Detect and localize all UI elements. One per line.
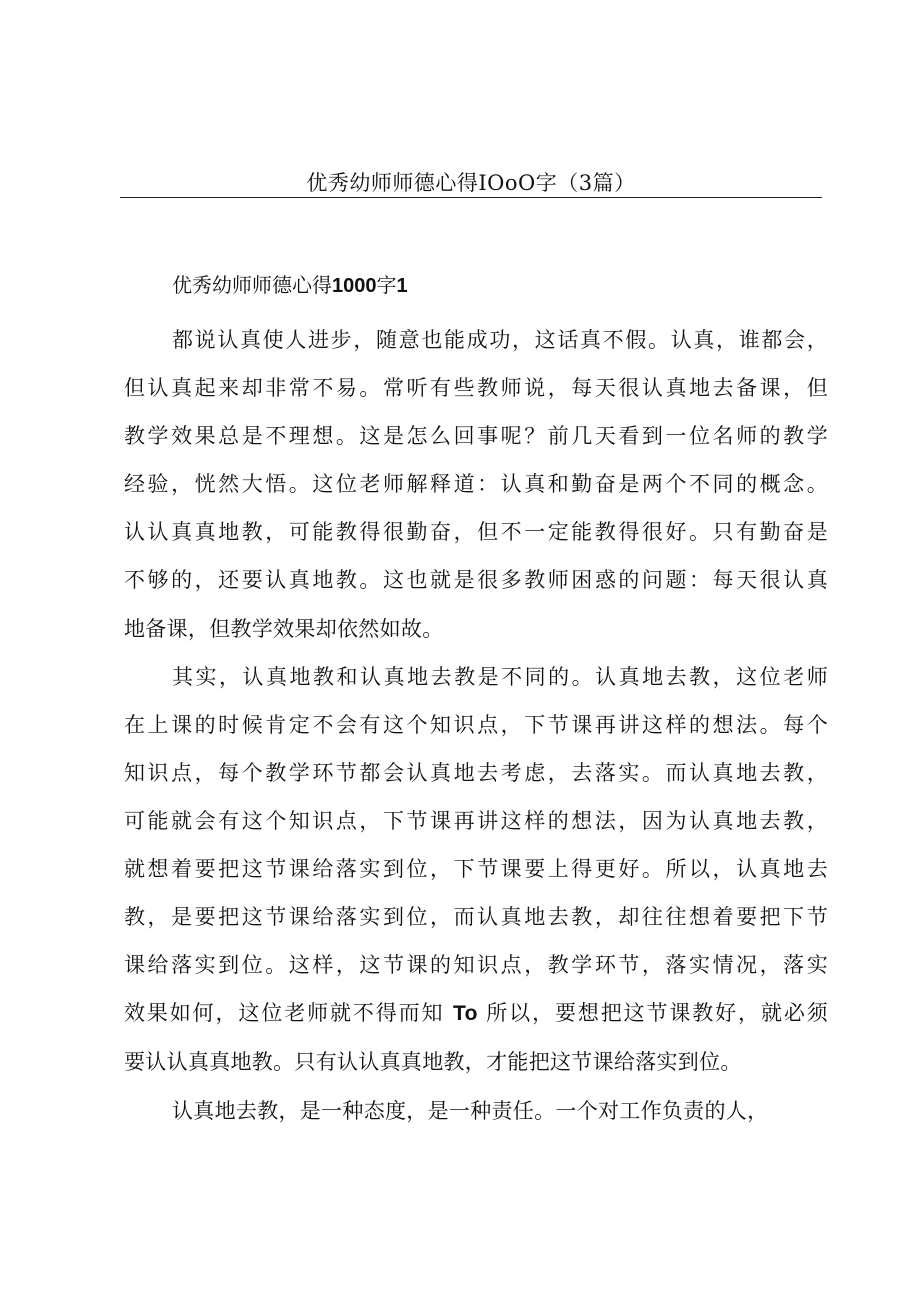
text-line: 经验，恍然大悟。这位老师解释道：认真和勤奋是两个不同的概念。 (124, 472, 828, 497)
text-line-with-latin (124, 989, 828, 1038)
text-line: 不够的，还要认真地教。这也就是很多教师困惑的问题：每天很认真 (124, 568, 828, 593)
section-heading-index: 1 (396, 275, 408, 297)
text-line: 认真地去教，是一种态度，是一种责任。一个对工作负责的人， (172, 1098, 769, 1123)
latin-token: To (453, 1002, 478, 1026)
text-line: 在上课的时候肯定不会有这个知识点，下节课再讲这样的想法。每个 (124, 712, 828, 737)
title-underline (120, 197, 822, 198)
text-line: 教，是要把这节课给落实到位，而认真地去教，却往往想着要把下节 (124, 905, 828, 930)
text-line: 认认真真地教，可能教得很勤奋，但不一定能教得很好。只有勤奋是 (124, 520, 828, 545)
text-line: 其实，认真地教和认真地去教是不同的。认真地去教，这位老师 (172, 664, 828, 689)
paragraph-1 (124, 316, 828, 653)
text-line: 要认认真真地教。只有认认真真地教，才能把这节课给落实到位。 (124, 1050, 742, 1075)
text-segment: 所以，要想把这节课教好，就必须 (486, 1001, 829, 1026)
paragraph-2 (124, 653, 828, 1087)
text-line: 地备课，但教学效果却依然如故。 (124, 616, 444, 641)
text-line: 但认真起来却非常不易。常听有些教师说，每天很认真地去备课，但 (124, 376, 828, 401)
paragraph-3 (124, 1087, 828, 1135)
text-segment: 效果如何，这位老师就不得而知 (124, 1001, 445, 1026)
section-heading-suffix: 字 (376, 273, 397, 297)
section-heading-number: 1000 (332, 275, 377, 297)
section-heading-prefix: 优秀幼师师德心得 (172, 273, 332, 297)
text-line: 都说认真使人进步，随意也能成功，这话真不假。认真，谁都会， (172, 328, 828, 352)
text-line: 可能就会有这个知识点，下节课再讲这样的想法，因为认真地去教， (124, 808, 828, 833)
document-title: 优秀幼师师德心得IOoO字（3篇） (306, 171, 636, 195)
text-line: 知识点，每个教学环节都会认真地去考虑，去落实。而认真地去教， (124, 760, 828, 785)
text-line: 课给落实到位。这样，这节课的知识点，教学环节，落实情况，落实 (124, 953, 828, 978)
body-text (124, 316, 828, 1135)
text-line: 就想着要把这节课给落实到位，下节课要上得更好。所以，认真地去 (124, 857, 828, 882)
section-heading (172, 270, 408, 301)
text-line: 教学效果总是不理想。这是怎么回事呢？前几天看到一位名师的教学 (124, 424, 828, 449)
